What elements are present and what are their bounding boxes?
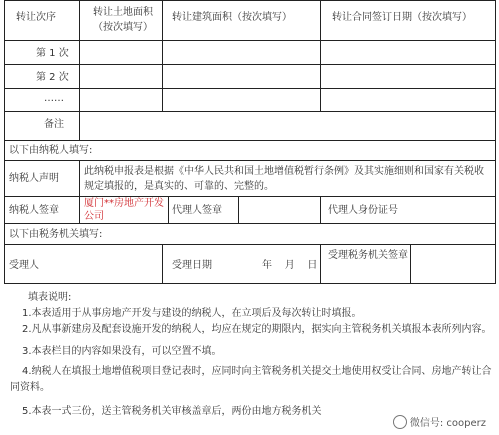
taxpayer-section-label: 以下由纳税人填写: bbox=[9, 145, 93, 156]
instruction-item-5: 5.本表一式三份，送主管税务机关审核盖章后，两份由地方税务机关 bbox=[22, 406, 322, 417]
instruction-item-4: 4.纳税人在填报土地增值税项目登记表时，应同时向主管税务机关提交土地使用权受让合同、房地产转让合同资料。 bbox=[10, 366, 492, 393]
grid-line bbox=[4, 283, 496, 284]
wechat-icon bbox=[393, 415, 407, 429]
grid-line bbox=[4, 244, 496, 245]
grid-line bbox=[410, 244, 411, 283]
grid-line bbox=[4, 40, 496, 41]
grid-line bbox=[320, 244, 321, 283]
watermark-text: 微信号: cooperz bbox=[409, 418, 486, 429]
row-label-1: 第 1 次 bbox=[36, 48, 69, 59]
remarks-label: 备注 bbox=[44, 119, 64, 130]
grid-line bbox=[162, 0, 163, 111]
instruction-item-2: 2.凡从事新建房及配套设施开发的纳税人，均应在规定的期限内，据实向主管税务机关填报本表所列内容。 bbox=[22, 324, 492, 335]
receiver-label: 受理人 bbox=[9, 260, 39, 271]
grid-line bbox=[4, 140, 496, 141]
col-header-order: 转让次序 bbox=[16, 12, 56, 23]
grid-line bbox=[320, 196, 321, 223]
grid-line bbox=[79, 160, 80, 223]
grid-line bbox=[162, 244, 163, 283]
grid-line bbox=[495, 0, 496, 283]
row-label-more: …… bbox=[44, 93, 64, 104]
taxpayer-declaration-label: 纳税人声明 bbox=[9, 173, 59, 184]
authority-seal-label: 受理税务机关签章 bbox=[328, 250, 408, 261]
instruction-item-3: 3.本表栏目的内容如果没有，可以空置不填。 bbox=[22, 346, 222, 357]
taxpayer-declaration-text: 此纳税申报表是根据《中华人民共和国土地增值税暂行条例》及其实施细则和国家有关税收规定填报的，是真实的、可靠的、完整的。 bbox=[84, 166, 484, 192]
receive-date-label: 受理日期 bbox=[172, 260, 212, 271]
grid-line bbox=[238, 196, 239, 223]
agent-signature-label: 代理人签章 bbox=[172, 205, 222, 216]
col-header-land-area: 转让土地面积（按次填写） bbox=[93, 7, 153, 33]
tax-authority-section-label: 以下由税务机关填写: bbox=[9, 229, 103, 240]
taxpayer-signature-value: 厦门**房地产开发公司 bbox=[84, 198, 164, 222]
grid-line bbox=[4, 160, 496, 161]
grid-line bbox=[4, 111, 496, 112]
grid-line bbox=[168, 196, 169, 223]
grid-line bbox=[4, 64, 496, 65]
grid-line bbox=[4, 0, 496, 1]
instructions-title: 填表说明: bbox=[28, 292, 72, 303]
receive-date-placeholder: 年 月 日 bbox=[262, 260, 318, 271]
agent-id-label: 代理人身份证号 bbox=[328, 205, 398, 216]
instruction-item-1: 1.本表适用于从事房地产开发与建设的纳税人，在立项后及每次转让时填报。 bbox=[22, 308, 362, 319]
taxpayer-signature-label: 纳税人签章 bbox=[9, 205, 59, 216]
grid-line bbox=[4, 0, 5, 283]
grid-line bbox=[4, 88, 496, 89]
grid-line bbox=[4, 196, 496, 197]
col-header-building-area: 转让建筑面积（按次填写） bbox=[172, 12, 292, 23]
grid-line bbox=[4, 223, 496, 224]
col-header-contract-date: 转让合同签订日期（按次填写） bbox=[332, 12, 472, 23]
watermark bbox=[390, 414, 489, 429]
row-label-2: 第 2 次 bbox=[36, 72, 69, 83]
